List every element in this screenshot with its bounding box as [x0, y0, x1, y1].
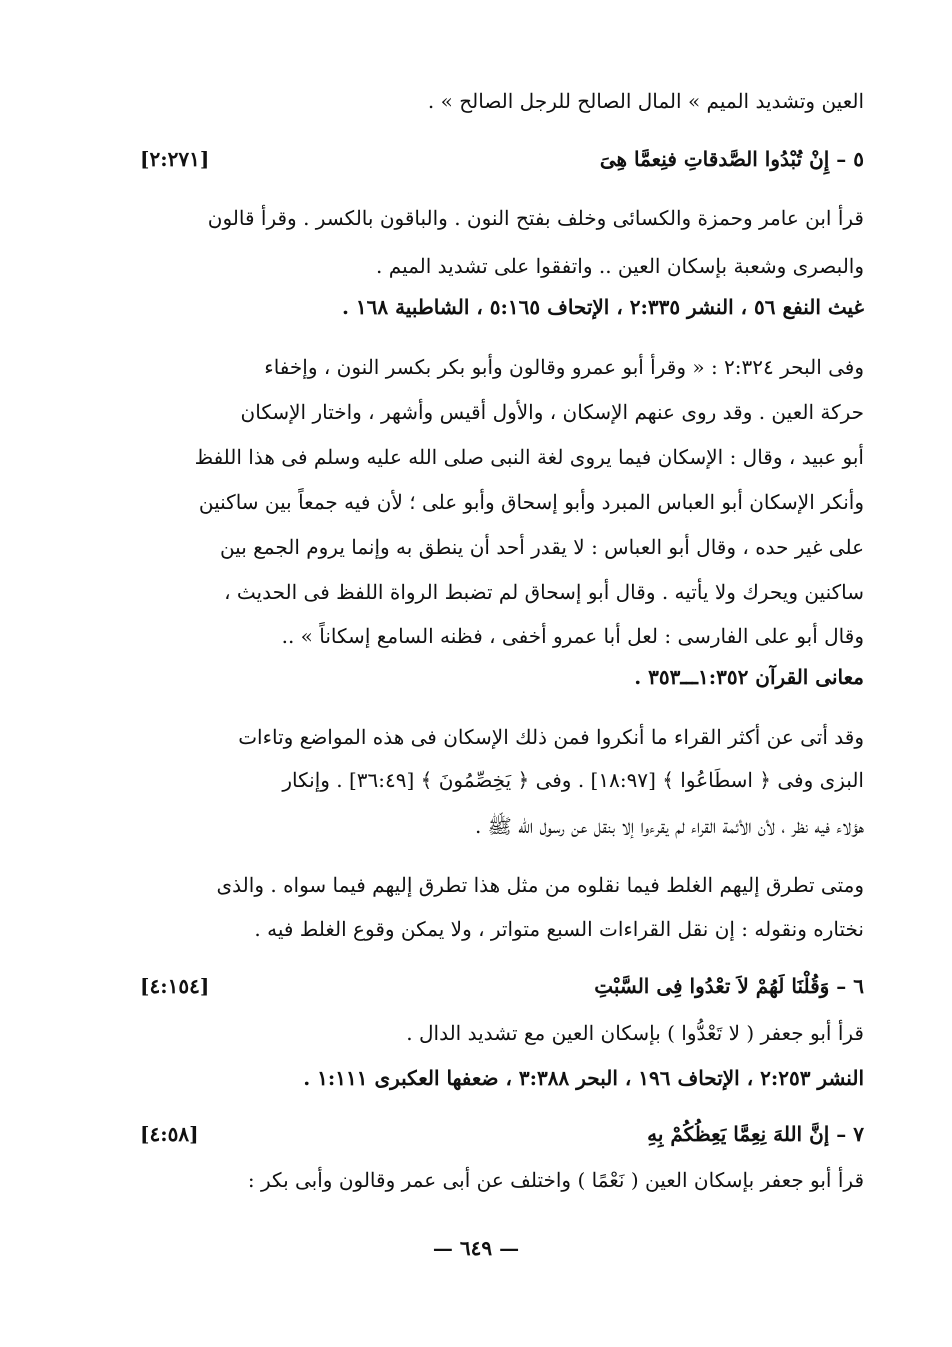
source-citation: النشر ٢:٢٥٣ ، الإتحاف ١٩٦ ، البحر ٣:٣٨٨ ، ضعفها العكبرى ١:١١١ . [303, 1066, 864, 1090]
text-line: وفى البحر ٢:٣٢٤ : « وقرأ أبو عمرو وقالون وأبو بكر بكسر النون ، وإخفاء [264, 355, 864, 379]
verse-6 [140, 972, 864, 1000]
page-number: — ٦٤٩ — [432, 1236, 520, 1260]
source-citation: معانى القرآن ١:٣٥٢ـــ٣٥٣ . [634, 665, 864, 689]
verse-text: ٧ – إنَّ اللهَ نِعِمَّا يَعِظُكُمْ بِهِ [647, 1122, 864, 1146]
text-line: وأنكر الإسكان أبو العباس المبرد وأبو إسحاق وأبو على ؛ لأن فيه جمعاً بين ساكنين [198, 490, 864, 514]
text-line: ساكنين ويحرك ولا يأتيه . وقال أبو إسحاق لم تضبط الرواة اللفظ فى الحديث ، [224, 580, 864, 604]
text-line: ومتى تطرق إليهم الغلط فيما نقلوه من مثل هذا تطرق إليهم فيما سواه . والذى [216, 873, 864, 897]
text-line: نختاره ونقوله : إن نقل القراءات السبع متواتر ، ولا يمكن وقوع الغلط فيه . [254, 917, 864, 941]
verse-5 [140, 145, 864, 173]
text-line: وقال أبو على الفارسى : لعل أبا عمرو أخفى ، فظنه السامع إسكاناً » .. [281, 624, 864, 648]
text-line: وقد أتى عن أكثر القراء ما أنكروا فمن ذلك الإسكان فى هذه المواضع وتاءات [238, 725, 864, 749]
text-line: قرأ أبو جعفر ( لا تَعْدُّوا ) بإسكان العين مع تشديد الدال . [406, 1021, 864, 1045]
verse-reference: [٤:١٥٤] [140, 974, 210, 998]
text-line: أبو عبيد ، وقال : الإسكان فيما يروى لغة النبى صلى الله عليه وسلم فى هذا اللفظ [194, 445, 864, 469]
verse-text: ٦ – وَقُلْنَا لَهُمْ لاَ تعْدُوا فِى السَّبْتِ [594, 974, 864, 998]
text-line: قرأ ابن عامر وحمزة والكسائى وخلف بفتح النون . والباقون بالكسر . وقرأ قالون [207, 206, 864, 230]
text-line: العين وتشديد الميم » المال الصالح للرجل الصالح » . [427, 89, 864, 113]
text-line: هؤلاء فيه نظر ، لأن الأئمة القراء لم يقرءوا إلا بنقل عن رسول الله ﷺ . [474, 814, 864, 838]
text-line: حركة العين . وقد روى عنهم الإسكان ، والأول أقيس وأشهر ، واختار الإسكان [240, 400, 864, 424]
verse-reference: [٤:٥٨] [140, 1122, 199, 1146]
verse-reference: [٢:٢٧١] [140, 147, 210, 171]
text-line: قرأ أبو جعفر بإسكان العين ( نَعْمًا ) واختلف عن أبى عمر وقالون وأبى بكر : [247, 1168, 864, 1192]
text-line: والبصرى وشعبة بإسكان العين .. واتفقوا على تشديد الميم . [376, 254, 864, 278]
verse-7 [140, 1120, 864, 1148]
source-citation: غيث النفع ٥٦ ، النشر ٢:٣٣٥ ، الإتحاف ٥:١٦٥ ، الشاطبية ١٦٨ . [341, 295, 864, 319]
text-line: على غير حده ، وقال أبو العباس : لا يقدر أحد أن ينطق به وإنما يروم الجمع بين [219, 535, 864, 559]
verse-text: ٥ – إِنْ تُبْدُوا الصَّدقاتِ فنِعمَّا هِىَ [599, 147, 864, 171]
text-line: البزى وفى ﴿ اسطَاعُوا ﴾ [١٨:٩٧] . وفى ﴿ يَخِصِّمُونَ ﴾ [٣٦:٤٩] . وإنكار [282, 768, 864, 792]
